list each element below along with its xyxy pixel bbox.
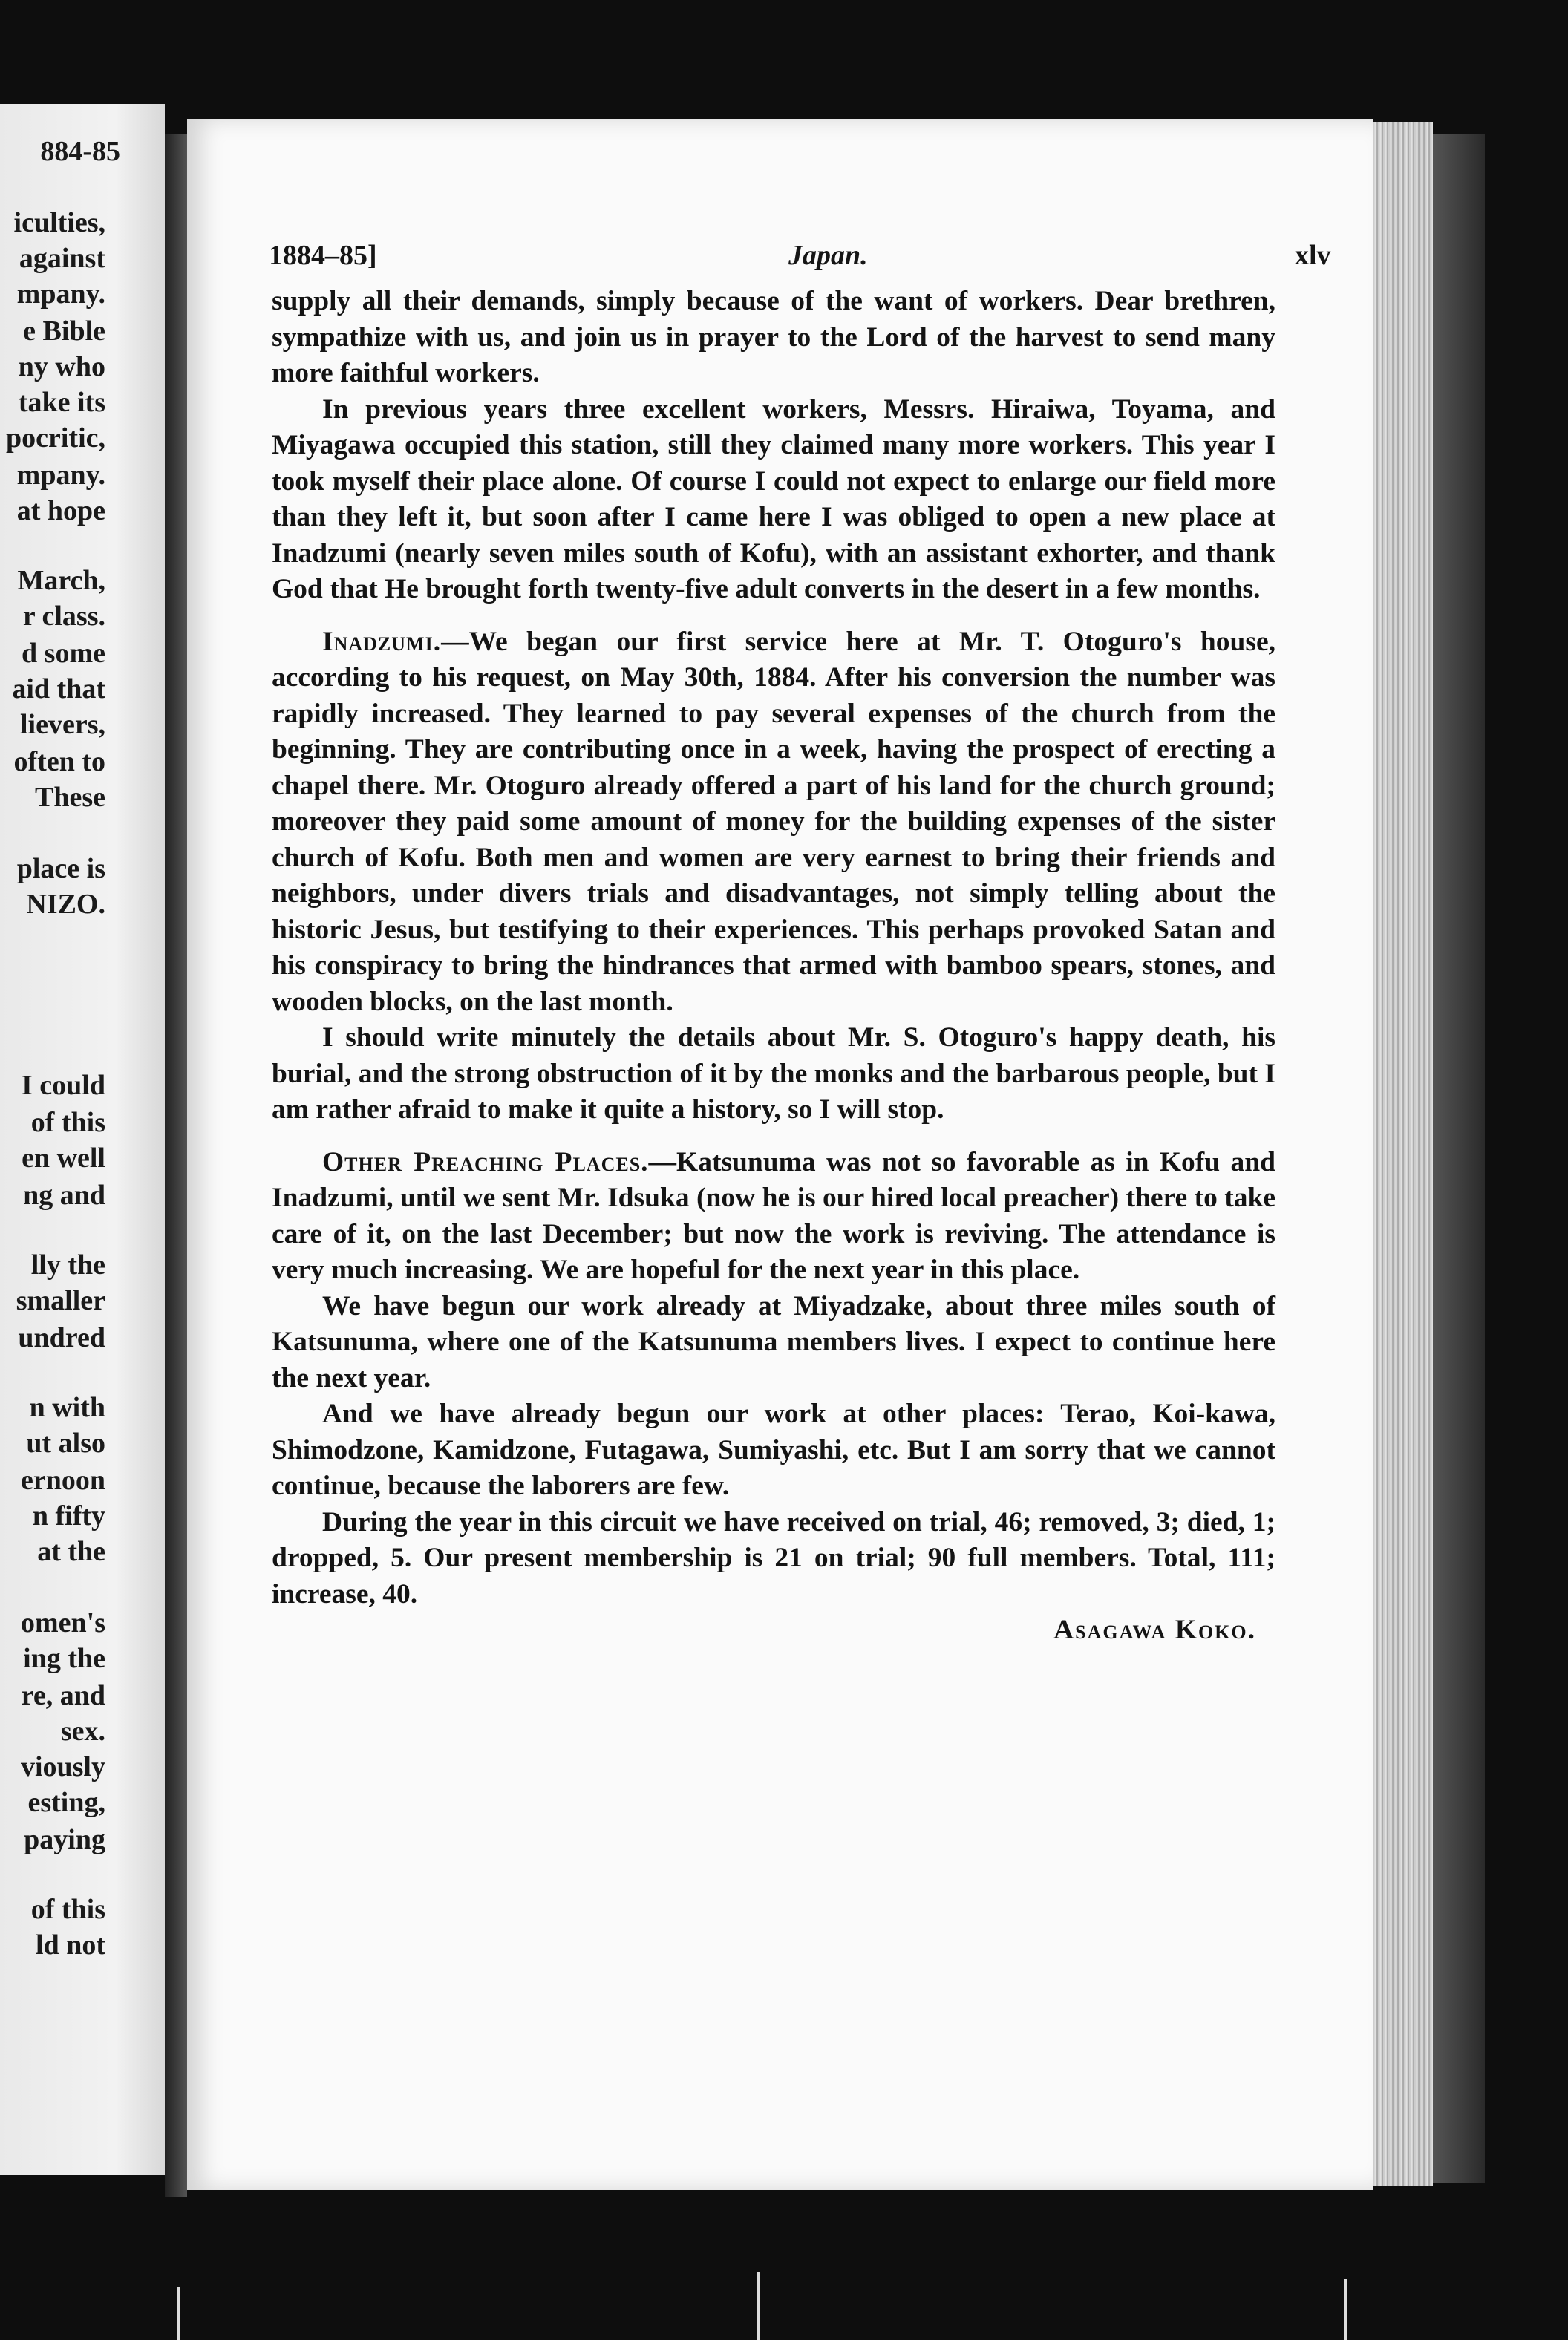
left-page-line: March, xyxy=(17,565,105,596)
left-page-line: NIZO. xyxy=(26,889,105,920)
left-page-line: ld not xyxy=(36,1929,105,1961)
body-text xyxy=(272,284,1275,1649)
left-page-line: viously xyxy=(20,1751,105,1782)
left-page-line: n with xyxy=(29,1392,105,1423)
left-page-line: place is xyxy=(16,853,105,884)
left-page-line: take its xyxy=(18,387,105,418)
paragraph-6: We have begun our work already at Miyadzake, about three miles south of Katsunuma, where one of the Katsunuma members lives. I expect to continue here the next year. xyxy=(272,1290,1275,1393)
previous-page-fragment xyxy=(0,104,165,2175)
left-page-line: often to xyxy=(13,746,105,777)
section-heading-inadzumi: Inadzumi. xyxy=(322,626,442,657)
left-page-line: aid that xyxy=(12,673,105,705)
left-page-line: iculties, xyxy=(13,207,105,238)
crop-mark xyxy=(177,2287,180,2340)
paragraph-8: During the year in this circuit we have received on trial, 46; removed, 3; died, 1; dropped, 5. Our present membership is 21 on trial; 90 full members. Total, 111; increase, 40. xyxy=(272,1506,1275,1609)
left-page-line: re, and xyxy=(21,1680,105,1711)
left-page-line: undred xyxy=(18,1322,105,1353)
left-page-line: I could xyxy=(22,1070,105,1101)
left-page-line: ny who xyxy=(18,351,105,382)
left-page-line: at the xyxy=(37,1536,105,1567)
paragraph-1: supply all their demands, simply because of the want of workers. Dear brethren, sympathize with us, and join us in prayer to the Lord of the harvest to send many more faithful workers. xyxy=(272,286,1275,388)
left-page-line: lly the xyxy=(30,1249,105,1281)
left-page-line: ut also xyxy=(26,1428,105,1459)
paragraph-7: And we have already begun our work at other places: Terao, Koi-kawa, Shimodzone, Kamidzone, Futagawa, Sumiyashi, etc. But I am sorry that we cannot continue, because the laborers are few. xyxy=(272,1399,1275,1501)
paragraph-4: I should write minutely the details about Mr. S. Otoguro's happy death, his burial, and the strong obstruction of it by the monks and the barbarous people, but I am rather afraid to make it quite a history, so I will stop. xyxy=(272,1022,1275,1125)
left-page-line: omen's xyxy=(21,1607,105,1638)
author-signature: Asagawa Koko. xyxy=(1054,1615,1256,1645)
book-edge-shadow xyxy=(1433,134,1485,2183)
left-page-line: en well xyxy=(22,1143,105,1174)
paragraph-2: In previous years three excellent workers, Messrs. Hiraiwa, Toyama, and Miyagawa occupied this station, still they claimed many more workers. This year I took myself their place alone. Of course I could not expect to enlarge our field more than they left it, but soon after I came here I was obliged to open a new place at Inadzumi (nearly seven miles south of Kofu), with an assistant exhorter, and thank God that He brought forth twenty-five adult converts in the desert in a few months. xyxy=(272,393,1275,604)
left-page-line: of this xyxy=(30,1107,105,1138)
left-page-line: These xyxy=(35,782,105,813)
left-page-line: d some xyxy=(22,638,105,669)
left-page-line: paying xyxy=(24,1824,105,1855)
header-years: 1884–85] xyxy=(269,240,377,271)
left-page-line: smaller xyxy=(16,1285,105,1316)
running-header xyxy=(269,239,1373,284)
left-page-line: lievers, xyxy=(19,709,105,740)
section-heading-other-preaching-places: Other Preaching Places. xyxy=(322,1146,649,1177)
left-page-line: n fifty xyxy=(32,1500,105,1532)
page xyxy=(187,119,1373,2190)
left-page-line: esting, xyxy=(27,1787,105,1818)
left-page-line: mpany. xyxy=(16,278,105,310)
paragraph-inadzumi-text: —We began our first service here at Mr. T. Otoguro's house, according to his request, on May 30th, 1884. After his conversion the number was rapidly increased. They learned to pay several expenses of the church from the beginning. They are contributing once in a week, having the prospect of erecting a chapel there. Mr. Otoguro already offered a part of his land for the church ground; moreover they paid some amount of money for the building expenses of the sister church of Kofu. Both men and women are very earnest to bring their friends and neighbors, under divers trials and disadvantages, not simply telling about the historic Jesus, but testifying to their experiences. This perhaps provoked Satan and his conspiracy to bring the hindrances that armed with bamboo spears, stones, and wooden blocks, on the last month. xyxy=(272,626,1275,1017)
left-page-line: pocritic, xyxy=(5,422,105,454)
paragraph-other-places-text: —Katsunuma was not so favorable as in Kofu and Inadzumi, until we sent Mr. Idsuka (now he is our hired local preacher) there to take care of it, on the last December; but now the work is reviving. The attendance is very much increasing. We are hopeful for the next year in this place. xyxy=(272,1146,1276,1285)
crop-mark xyxy=(1344,2279,1347,2340)
left-page-line: at hope xyxy=(16,495,105,526)
book-gutter xyxy=(165,134,187,2197)
left-page-line: r class. xyxy=(22,601,105,632)
left-page-line: 884-85 xyxy=(40,136,120,167)
left-page-line: ng and xyxy=(23,1180,105,1211)
paragraph-inadzumi xyxy=(272,624,1275,1021)
paragraph-other-places xyxy=(272,1145,1275,1289)
left-page-line: of this xyxy=(30,1894,105,1925)
left-page-line: ernoon xyxy=(21,1465,105,1496)
crop-mark xyxy=(757,2272,760,2340)
header-title: Japan. xyxy=(788,240,868,271)
left-page-line: ing the xyxy=(23,1643,105,1674)
page-edges xyxy=(1373,122,1433,2186)
left-page-line: mpany. xyxy=(16,460,105,491)
left-page-line: e Bible xyxy=(23,316,105,347)
left-page-line: sex. xyxy=(60,1716,105,1747)
left-page-line: against xyxy=(19,243,105,274)
page-number: xlv xyxy=(1295,240,1331,271)
